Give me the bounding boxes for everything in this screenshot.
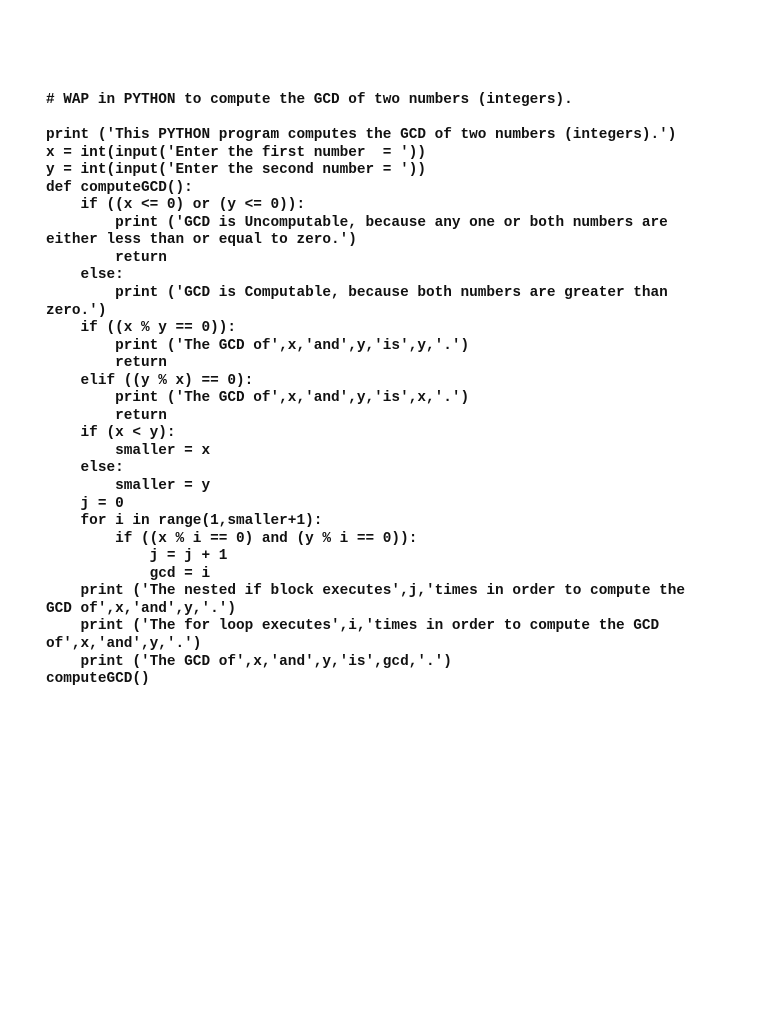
code-line: return — [46, 407, 167, 424]
blank-line — [46, 110, 736, 128]
code-line: print ('This PYTHON program computes the GCD of two numbers (integers).') — [46, 127, 677, 144]
code-line: y = int(input('Enter the second number = ')) — [46, 162, 426, 179]
code-line: else: — [46, 267, 124, 284]
code-comment-line: # WAP in PYTHON to compute the GCD of two numbers (integers). — [46, 92, 573, 108]
code-line: print ('The nested if block executes',j,'times in order to compute the — [46, 583, 686, 600]
code-line: j = j + 1 — [46, 548, 228, 565]
code-line: def computeGCD(): — [46, 179, 193, 196]
code-line: smaller = x — [46, 442, 211, 459]
code-line: j = 0 — [46, 495, 124, 512]
code-line: if ((x % y == 0)): — [46, 320, 236, 337]
code-line: gcd = i — [46, 565, 211, 582]
code-line: elif ((y % x) == 0): — [46, 372, 254, 389]
code-line: print ('The for loop executes',i,'times in order to compute the GCD — [46, 618, 660, 635]
code-line: x = int(input('Enter the first number = ')) — [46, 144, 426, 161]
code-line: of',x,'and',y,'.') — [46, 635, 202, 652]
code-line: print ('The GCD of',x,'and',y,'is',x,'.') — [46, 390, 470, 407]
code-line: if ((x <= 0) or (y <= 0)): — [46, 197, 306, 214]
code-line: computeGCD() — [46, 671, 150, 688]
code-line: if ((x % i == 0) and (y % i == 0)): — [46, 530, 418, 547]
code-line: print ('GCD is Computable, because both numbers are greater than — [46, 285, 668, 302]
code-line: zero.') — [46, 302, 107, 319]
code-line: GCD of',x,'and',y,'.') — [46, 600, 236, 617]
code-line: return — [46, 249, 167, 266]
code-line: return — [46, 355, 167, 372]
code-line: for i in range(1,smaller+1): — [46, 513, 323, 530]
code-line: smaller = y — [46, 478, 211, 495]
code-line: print ('The GCD of',x,'and',y,'is',y,'.') — [46, 337, 470, 354]
code-line: else: — [46, 460, 124, 477]
code-line: either less than or equal to zero.') — [46, 232, 357, 249]
code-line: print ('GCD is Uncomputable, because any one or both numbers are — [46, 214, 668, 231]
code-line: if (x < y): — [46, 425, 176, 442]
code-listing — [46, 92, 736, 689]
code-line: print ('The GCD of',x,'and',y,'is',gcd,'.') — [46, 653, 452, 670]
